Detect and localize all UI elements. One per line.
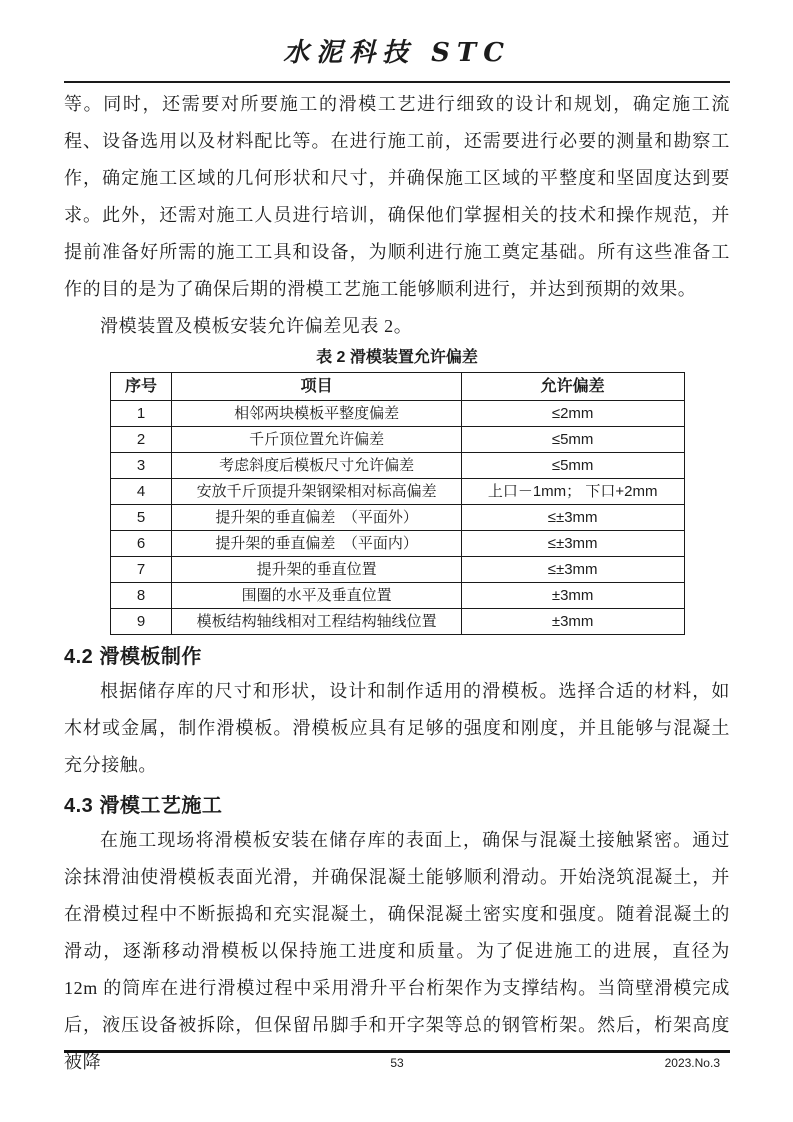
table-row [110, 401, 684, 427]
table-row [110, 583, 684, 609]
table-cell-item: 提升架的垂直位置 [172, 557, 461, 583]
table-cell-no: 9 [110, 609, 172, 635]
table-cell-deviation: ≤2mm [461, 401, 684, 427]
section-body-4-2: 根据储存库的尺寸和形状，设计和制作适用的滑模板。选择合适的材料，如木材或金属，制作滑模板。滑模板应具有足够的强度和刚度，并且能够与混凝土充分接触。 [64, 681, 730, 775]
table-header-row [110, 373, 684, 401]
table-cell-no: 1 [110, 401, 172, 427]
table-cell-no: 2 [110, 427, 172, 453]
table-cell-no: 6 [110, 531, 172, 557]
table-cell-deviation: 上口－1mm； 下口+2mm [461, 479, 684, 505]
table-row [110, 609, 684, 635]
table-caption: 表 2 滑模装置允许偏差 [316, 349, 478, 366]
table-row [110, 479, 684, 505]
table-cell-item: 围圈的水平及垂直位置 [172, 583, 461, 609]
table-cell-no: 4 [110, 479, 172, 505]
deviation-table [110, 372, 685, 635]
table-cell-item: 提升架的垂直偏差 （平面外） [172, 505, 461, 531]
table-header-item: 项目 [172, 373, 461, 401]
table-row [110, 557, 684, 583]
table-cell-deviation: ±3mm [461, 583, 684, 609]
table-cell-no: 5 [110, 505, 172, 531]
table-row [110, 453, 684, 479]
table-cell-deviation: ≤5mm [461, 453, 684, 479]
journal-title: 水泥科技 STC [283, 38, 511, 68]
journal-header [64, 36, 730, 83]
table-header-deviation: 允许偏差 [461, 373, 684, 401]
table-cell-item: 安放千斤顶提升架钢梁相对标高偏差 [172, 479, 461, 505]
table-cell-item: 提升架的垂直偏差 （平面内） [172, 531, 461, 557]
section-body-4-3: 在施工现场将滑模板安装在储存库的表面上，确保与混凝土接触紧密。通过涂抹滑油使滑模板表面光滑，并确保混凝土能够顺利滑动。开始浇筑混凝土，并在滑模过程中不断振捣和充实混凝土，确保混凝土密实度和强度。随着混凝土的滑动，逐渐移动滑模板以保持施工进度和质量。为了促进施工的进展，直径为 12m 的筒库在进行滑模过程中采用滑升平台桁架作为支撑结构。当筒壁滑模完成后，液压设备被拆除，但保留吊脚手和开字架等总的钢管桁架。然后，桁架高度被降 [64, 830, 730, 1072]
table-cell-deviation: ≤5mm [461, 427, 684, 453]
table-row [110, 531, 684, 557]
table-header-no: 序号 [110, 373, 172, 401]
issue-number: 2023.No.3 [664, 1056, 720, 1070]
table-cell-deviation: ≤±3mm [461, 557, 684, 583]
table-cell-item: 考虑斜度后模板尺寸允许偏差 [172, 453, 461, 479]
table-cell-deviation: ±3mm [461, 609, 684, 635]
section-heading-4-2: 4.2 滑模板制作 [64, 646, 202, 668]
section-heading-4-3: 4.3 滑模工艺施工 [64, 795, 223, 817]
page-number: 53 [390, 1056, 404, 1070]
table-cell-item: 模板结构轴线相对工程结构轴线位置 [172, 609, 461, 635]
table-cell-deviation: ≤±3mm [461, 531, 684, 557]
table-cell-no: 3 [110, 453, 172, 479]
table-cell-deviation: ≤±3mm [461, 505, 684, 531]
table-cell-item: 千斤顶位置允许偏差 [172, 427, 461, 453]
paragraph-table-reference: 滑模装置及模板安装允许偏差见表 2。 [100, 316, 413, 336]
header-rule [64, 81, 730, 83]
table-cell-no: 8 [110, 583, 172, 609]
paragraph-intro: 等。同时，还需要对所要施工的滑模工艺进行细致的设计和规划，确定施工流程、设备选用以及材料配比等。在进行施工前，还需要进行必要的测量和勘察工作，确定施工区域的几何形状和尺寸，并确保施工区域的平整度和坚固度达到要求。此外，还需对施工人员进行培训，确保他们掌握相关的技术和操作规范，并提前准备好所需的施工工具和设备，为顺利进行施工奠定基础。所有这些准备工作的目的是为了确保后期的滑模工艺施工能够顺利进行，并达到预期的效果。 [64, 94, 730, 299]
table-row [110, 427, 684, 453]
page-footer [64, 1050, 730, 1074]
table-cell-no: 7 [110, 557, 172, 583]
table-row [110, 505, 684, 531]
table-cell-item: 相邻两块模板平整度偏差 [172, 401, 461, 427]
